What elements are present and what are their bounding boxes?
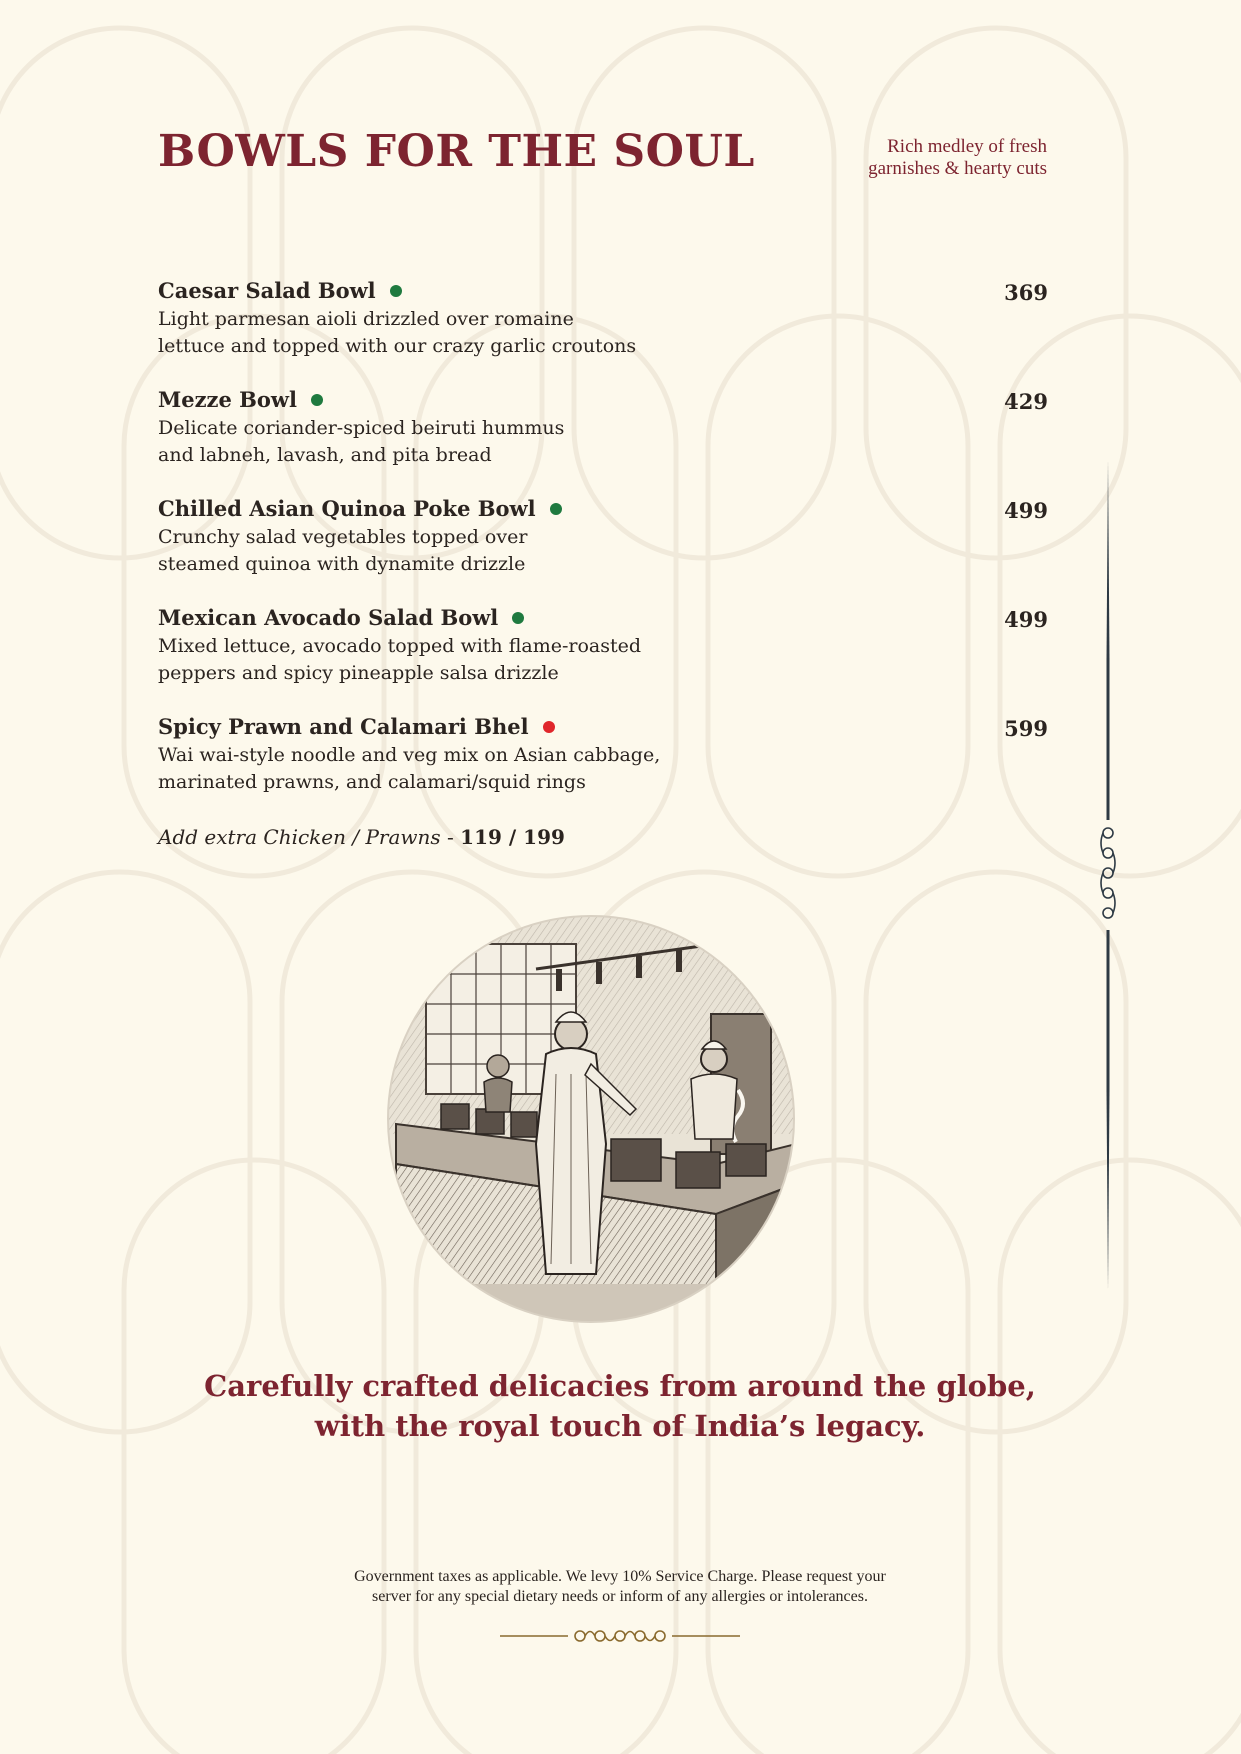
menu-item bbox=[158, 278, 1048, 387]
tax-and-dietary-note bbox=[300, 1567, 940, 1607]
item-name: Chilled Asian Quinoa Poke Bowl bbox=[158, 496, 536, 521]
subtitle-line-2: garnishes & hearty cuts bbox=[868, 158, 1047, 179]
description-line: peppers and spicy pineapple salsa drizzle bbox=[158, 662, 559, 684]
menu-item bbox=[158, 387, 1048, 496]
addon-separator: - bbox=[440, 825, 461, 849]
description-line: Wai wai-style noodle and veg mix on Asian cabbage, bbox=[158, 744, 661, 766]
menu-item bbox=[158, 714, 1048, 823]
bottom-divider-ornament-icon bbox=[498, 1624, 742, 1648]
veg-indicator-icon bbox=[550, 503, 562, 515]
item-name: Caesar Salad Bowl bbox=[158, 278, 376, 303]
description-line: Delicate coriander-spiced beiruti hummus bbox=[158, 417, 565, 439]
item-name: Spicy Prawn and Calamari Bhel bbox=[158, 714, 529, 739]
addon-label: Add extra Chicken / Prawns bbox=[158, 825, 441, 849]
veg-indicator-icon bbox=[311, 394, 323, 406]
item-description bbox=[158, 306, 718, 360]
item-description bbox=[158, 633, 718, 687]
item-name: Mezze Bowl bbox=[158, 387, 297, 412]
description-line: and labneh, lavash, and pita bread bbox=[158, 444, 492, 466]
section-subtitle bbox=[807, 136, 1047, 180]
item-price: 599 bbox=[1004, 716, 1048, 741]
item-price: 499 bbox=[1004, 607, 1048, 632]
veg-indicator-icon bbox=[390, 285, 402, 297]
description-line: marinated prawns, and calamari/squid rings bbox=[158, 771, 586, 793]
tagline-line-1: Carefully crafted delicacies from around the globe, bbox=[204, 1369, 1036, 1403]
description-line: Crunchy salad vegetables topped over bbox=[158, 526, 528, 548]
menu-item bbox=[158, 605, 1048, 714]
item-description bbox=[158, 742, 718, 796]
page-title: BOWLS FOR THE SOUL bbox=[158, 126, 755, 177]
item-description bbox=[158, 524, 718, 578]
menu-list bbox=[158, 278, 1048, 849]
menu-item bbox=[158, 496, 1048, 605]
addon-note bbox=[158, 825, 1048, 849]
addon-price: 119 / 199 bbox=[460, 825, 565, 849]
footnote-line-1: Government taxes as applicable. We levy 10% Service Charge. Please request your bbox=[354, 1568, 886, 1585]
subtitle-line-1: Rich medley of fresh bbox=[887, 136, 1047, 157]
item-price: 429 bbox=[1004, 389, 1048, 414]
footnote-line-2: server for any special dietary needs or inform of any allergies or intolerances. bbox=[372, 1588, 868, 1605]
kitchen-chefs-engraving-icon bbox=[386, 914, 796, 1324]
item-description bbox=[158, 415, 718, 469]
description-line: Mixed lettuce, avocado topped with flame-roasted bbox=[158, 635, 642, 657]
item-price: 499 bbox=[1004, 498, 1048, 523]
item-price: 369 bbox=[1004, 280, 1048, 305]
tagline-line-2: with the royal touch of India’s legacy. bbox=[314, 1409, 926, 1443]
tagline bbox=[120, 1366, 1120, 1446]
item-name: Mexican Avocado Salad Bowl bbox=[158, 605, 499, 630]
description-line: steamed quinoa with dynamite drizzle bbox=[158, 553, 526, 575]
side-scroll-ornament-icon bbox=[1096, 460, 1120, 1290]
description-line: lettuce and topped with our crazy garlic croutons bbox=[158, 335, 637, 357]
non-veg-indicator-icon bbox=[543, 721, 555, 733]
veg-indicator-icon bbox=[512, 612, 524, 624]
description-line: Light parmesan aioli drizzled over romaine bbox=[158, 308, 574, 330]
